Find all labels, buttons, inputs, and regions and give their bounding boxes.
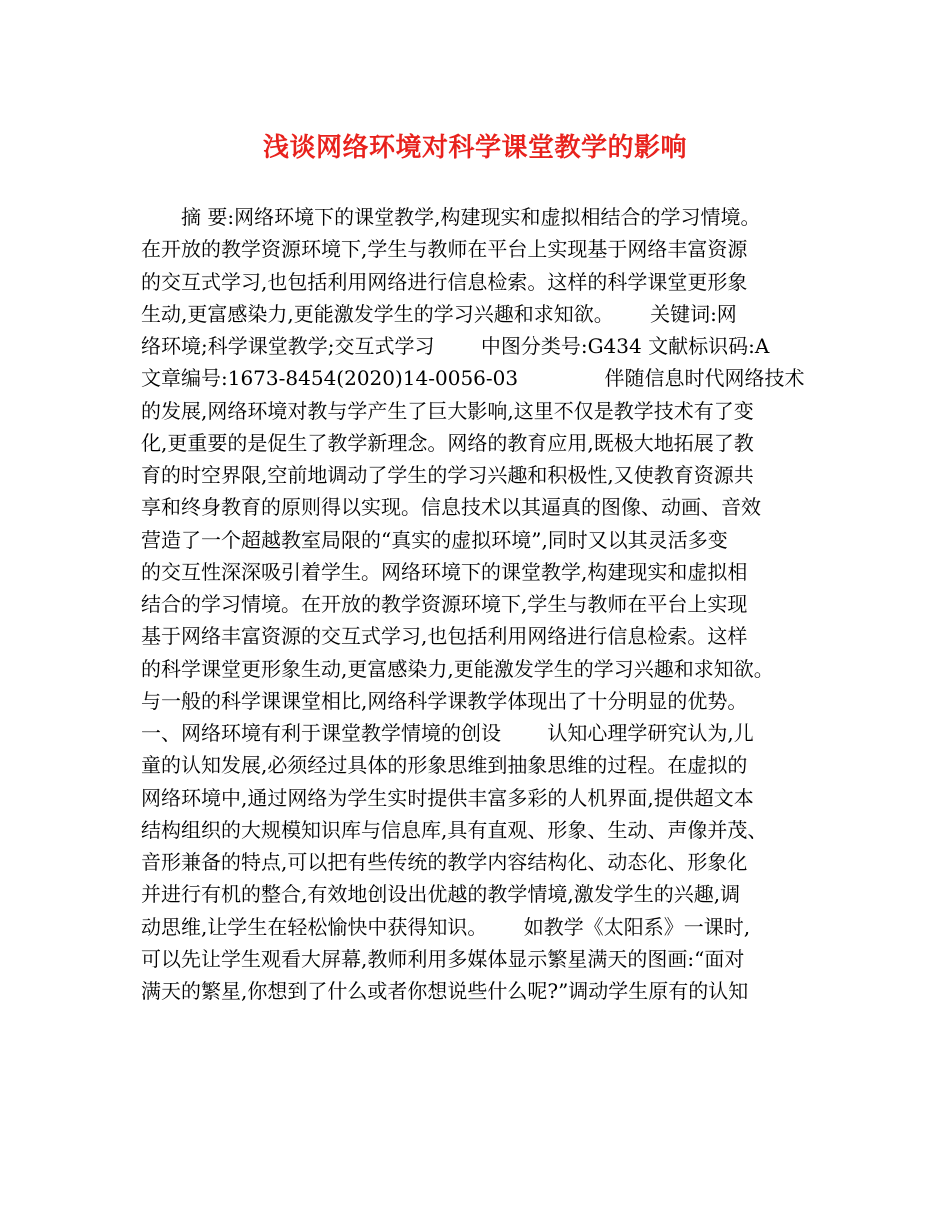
body-text-line: 结构组织的大规模知识库与信息库,具有直观、形象、生动、声像并茂、 [141,817,768,842]
body-text-line: 文章编号:1673-8454(2020)14-0056-03 伴随信息时代网络技术 [141,366,805,391]
body-text-line: 络环境;科学课堂教学;交互式学习 中图分类号:G434 文献标识码:A [141,334,770,358]
body-text-line: 音形兼备的特点,可以把有些传统的教学内容结构化、动态化、形象化 [141,850,748,874]
body-text-line: 的交互式学习,也包括利用网络进行信息检索。这样的科学课堂更形象 [141,269,748,294]
body-text-line: 满天的繁星,你想到了什么或者你想说些什么呢?”调动学生原有的认知 [141,979,749,1003]
body-text-line: 生动,更富感染力,更能激发学生的学习兴趣和求知欲。 关键词:网 [141,301,737,326]
body-text-line: 网络环境中,通过网络为学生实时提供丰富多彩的人机界面,提供超文本 [141,785,754,810]
body-text-line: 并进行有机的整合,有效地创设出优越的教学情境,激发学生的兴趣,调 [141,882,741,907]
body-text-line: 化,更重要的是促生了教学新理念。网络的教育应用,既极大地拓展了教 [141,430,754,455]
body-text-line: 营造了一个超越教室局限的“真实的虚拟环境”,同时又以其灵活多变 [141,527,728,552]
body-text-line: 的科学课堂更形象生动,更富感染力,更能激发学生的学习兴趣和求知欲。 [141,656,774,681]
body-text-line: 享和终身教育的原则得以实现。信息技术以其逼真的图像、动画、音效 [141,495,761,520]
body-text-line: 育的时空界限,空前地调动了学生的学习兴趣和积极性,又使教育资源共 [141,463,754,487]
document-body [141,201,841,1007]
body-text-line: 摘 要:网络环境下的课堂教学,构建现实和虚拟相结合的学习情境。 [141,205,761,229]
body-text-line: 一、网络环境有利于课堂教学情境的创设 认知心理学研究认为,儿 [141,721,754,745]
body-text-line: 的发展,网络环境对教与学产生了巨大影响,这里不仅是教学技术有了变 [141,398,754,423]
body-text-line: 的交互性深深吸引着学生。网络环境下的课堂教学,构建现实和虚拟相 [141,559,748,584]
body-text-line: 与一般的科学课课堂相比,网络科学课教学体现出了十分明显的优势。 [141,688,748,713]
body-text-line: 基于网络丰富资源的交互式学习,也包括利用网络进行信息检索。这样 [141,624,748,649]
body-text-line: 动思维,让学生在轻松愉快中获得知识。 如教学《太阳系》一课时, [141,914,751,939]
body-text-line: 结合的学习情境。在开放的教学资源环境下,学生与教师在平台上实现 [141,592,748,616]
body-text-line: 童的认知发展,必须经过具体的形象思维到抽象思维的过程。在虚拟的 [141,753,748,778]
document-title: 浅谈网络环境对科学课堂教学的影响 [262,133,687,163]
body-text-line: 在开放的教学资源环境下,学生与教师在平台上实现基于网络丰富资源 [141,237,748,262]
body-text-line: 可以先让学生观看大屏幕,教师利用多媒体显示繁星满天的图画:“面对 [141,946,745,971]
